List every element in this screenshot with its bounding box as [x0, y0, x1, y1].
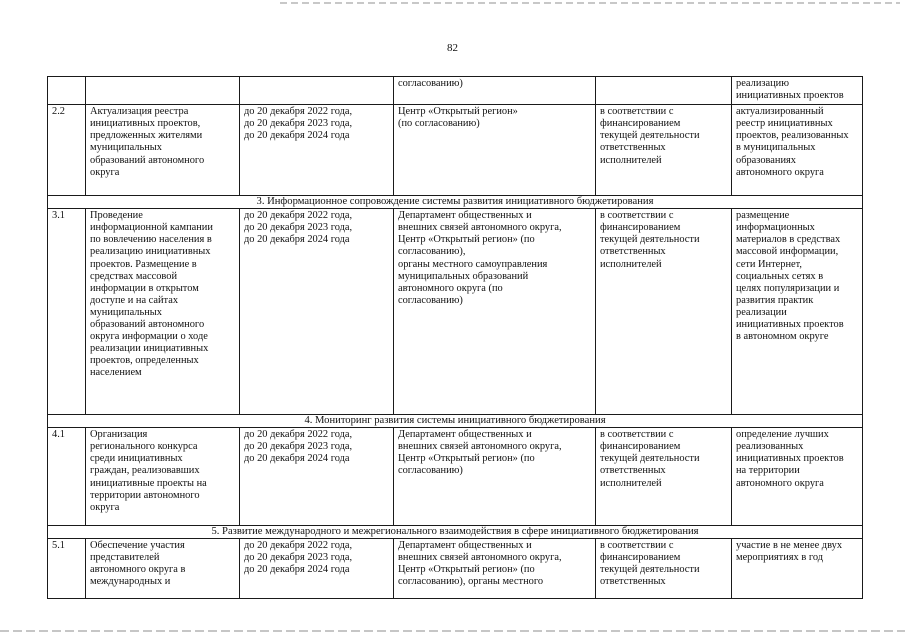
executor-line: автономного округа (по — [398, 282, 503, 294]
cell-period — [240, 105, 394, 196]
cell-executor — [394, 209, 596, 415]
event-line: Обеспечение участия — [90, 540, 185, 552]
funding-line: текущей деятельности — [600, 130, 700, 142]
period-line: до 20 декабря 2024 года — [244, 564, 350, 576]
section-title: 4. Мониторинг развития системы инициативного бюджетирования — [48, 415, 863, 428]
result-line: целях популяризации и — [736, 282, 840, 294]
executor-line: муниципальных образований — [398, 270, 529, 282]
event-line: автономного округа в — [90, 564, 186, 576]
executor-line: внешних связей автономного округа, — [398, 222, 562, 234]
result-line: реализованных — [736, 441, 804, 453]
funding-line: финансированием — [600, 222, 681, 234]
result-line: актуализированный — [736, 106, 824, 118]
cell-number: 3.1 — [48, 209, 86, 415]
result-line: определение лучших — [736, 429, 829, 441]
funding-line: в соответствии с — [600, 210, 674, 222]
event-line: Проведение — [90, 210, 143, 222]
cell-executor — [394, 77, 596, 105]
executor-line: Центр «Открытый регион» (по — [398, 453, 535, 465]
executor-line: Департамент общественных и — [398, 429, 532, 441]
table-row — [48, 77, 863, 105]
funding-line: в соответствии с — [600, 540, 674, 552]
event-line: предложенных жителями — [90, 130, 203, 142]
cell-event — [86, 428, 240, 526]
cell-period — [240, 209, 394, 415]
period-line: до 20 декабря 2022 года, — [244, 540, 353, 552]
cell-executor — [394, 539, 596, 599]
funding-line: исполнителей — [600, 154, 662, 166]
table-row — [48, 105, 863, 196]
scan-artifact-top — [280, 2, 900, 4]
section-header-row — [48, 415, 863, 428]
period-line: до 20 декабря 2024 года — [244, 453, 350, 465]
funding-line: ответственных — [600, 465, 666, 477]
result-line: образованиях — [736, 154, 797, 166]
period-line: до 20 декабря 2022 года, — [244, 429, 353, 441]
funding-line: исполнителей — [600, 258, 662, 270]
cell-event — [86, 539, 240, 599]
cell-event — [86, 105, 240, 196]
event-line: граждан, реализовавших — [90, 465, 200, 477]
result-line: информационных — [736, 222, 815, 234]
funding-line: в соответствии с — [600, 106, 674, 118]
executor-line: органы местного самоуправления — [398, 258, 548, 270]
result-line: реализации — [736, 306, 787, 318]
event-line: реализации инициативных — [90, 343, 209, 355]
executor-line: согласованию), — [398, 246, 466, 258]
scan-artifact-bottom — [0, 630, 905, 632]
period-line: до 20 декабря 2024 года — [244, 130, 350, 142]
result-line: инициативных проектов — [736, 90, 844, 102]
section-header-row — [48, 526, 863, 539]
period-line: до 20 декабря 2023 года, — [244, 552, 353, 564]
event-line: Организация — [90, 429, 148, 441]
event-line: среди инициативных — [90, 453, 183, 465]
cell-number: 5.1 — [48, 539, 86, 599]
cell-result — [732, 539, 863, 599]
funding-line: финансированием — [600, 441, 681, 453]
result-line: материалов в средствах — [736, 234, 841, 246]
executor-line: согласованию), органы местного — [398, 576, 544, 588]
event-line: международных и — [90, 576, 171, 588]
cell-funding — [596, 428, 732, 526]
event-line: проектов, определенных — [90, 355, 199, 367]
period-line: до 20 декабря 2022 года, — [244, 106, 353, 118]
cell-executor — [394, 428, 596, 526]
result-line: массовой информации, — [736, 246, 839, 258]
result-line: участие в не менее двух — [736, 540, 843, 552]
result-line: на территории — [736, 465, 800, 477]
result-line: сети Интернет, — [736, 258, 802, 270]
funding-line: финансированием — [600, 552, 681, 564]
executor-line: внешних связей автономного округа, — [398, 441, 562, 453]
event-line: образований автономного — [90, 154, 205, 166]
event-line: муниципальных — [90, 306, 162, 318]
event-line: образований автономного — [90, 319, 205, 331]
cell-period — [240, 539, 394, 599]
executor-line: внешних связей автономного округа, — [398, 552, 562, 564]
cell-funding — [596, 209, 732, 415]
cell-event — [86, 209, 240, 415]
result-line: размещение — [736, 210, 790, 222]
funding-line: текущей деятельности — [600, 564, 700, 576]
event-line: населением — [90, 367, 142, 379]
cell-result — [732, 428, 863, 526]
funding-line: финансированием — [600, 118, 681, 130]
section-title: 3. Информационное сопровождение системы развития инициативного бюджетирования — [48, 196, 863, 209]
result-line: инициативных проектов — [736, 319, 844, 331]
funding-line: текущей деятельности — [600, 234, 700, 246]
funding-line: ответственных — [600, 142, 666, 154]
event-line: Актуализация реестра — [90, 106, 189, 118]
section-title: 5. Развитие международного и межрегионального взаимодействия в сфере инициативного бюджетирования — [48, 526, 863, 539]
result-line: инициативных проектов — [736, 453, 844, 465]
cell-period — [240, 428, 394, 526]
result-line: развития практик — [736, 294, 814, 306]
event-line: проектов. Размещение в — [90, 258, 197, 270]
result-line: мероприятиях в год — [736, 552, 824, 564]
cell-period — [240, 77, 394, 105]
executor-line: Департамент общественных и — [398, 540, 532, 552]
executor-line: Центр «Открытый регион» (по — [398, 234, 535, 246]
action-plan-table — [47, 76, 863, 599]
event-line: муниципальных — [90, 142, 162, 154]
cell-number — [48, 77, 86, 105]
executor-line: согласованию) — [398, 465, 463, 477]
executor-line: согласованию) — [398, 78, 463, 89]
cell-result — [732, 209, 863, 415]
funding-line: исполнителей — [600, 477, 662, 489]
executor-line: Департамент общественных и — [398, 210, 532, 222]
cell-result — [732, 77, 863, 105]
funding-line: ответственных — [600, 576, 666, 588]
period-line: до 20 декабря 2023 года, — [244, 222, 353, 234]
cell-funding — [596, 105, 732, 196]
event-line: реализацию инициативных — [90, 246, 211, 258]
period-line: до 20 декабря 2023 года, — [244, 441, 353, 453]
table-row — [48, 539, 863, 599]
executor-line: согласованию) — [398, 294, 463, 306]
result-line: проектов, реализованных — [736, 130, 849, 142]
result-line: реализацию — [736, 78, 789, 89]
executor-line: (по согласованию) — [398, 118, 480, 130]
cell-result — [732, 105, 863, 196]
event-line: информации в открытом — [90, 282, 199, 294]
table-row — [48, 209, 863, 415]
event-line: инициативных проектов, — [90, 118, 201, 130]
event-line: регионального конкурса — [90, 441, 198, 453]
period-line: до 20 декабря 2024 года — [244, 234, 350, 246]
period-line: до 20 декабря 2022 года, — [244, 210, 353, 222]
cell-executor — [394, 105, 596, 196]
executor-line: Центр «Открытый регион» (по — [398, 564, 535, 576]
event-line: представителей — [90, 552, 160, 564]
result-line: в автономном округе — [736, 331, 829, 343]
table-row — [48, 428, 863, 526]
page-number: 82 — [447, 42, 458, 54]
event-line: доступе и на сайтах — [90, 294, 179, 306]
result-line: в муниципальных — [736, 142, 816, 154]
result-line: автономного округа — [736, 477, 824, 489]
funding-line: в соответствии с — [600, 429, 674, 441]
period-line: до 20 декабря 2023 года, — [244, 118, 353, 130]
event-line: по вовлечению населения в — [90, 234, 212, 246]
cell-funding — [596, 539, 732, 599]
cell-number: 4.1 — [48, 428, 86, 526]
funding-line: текущей деятельности — [600, 453, 700, 465]
funding-line: ответственных — [600, 246, 666, 258]
cell-number: 2.2 — [48, 105, 86, 196]
result-line: социальных сетях в — [736, 270, 824, 282]
cell-event — [86, 77, 240, 105]
event-line: территории автономного — [90, 489, 200, 501]
table-body — [48, 77, 863, 599]
event-line: округа — [90, 166, 120, 178]
cell-funding — [596, 77, 732, 105]
result-line: автономного округа — [736, 166, 824, 178]
section-header-row — [48, 196, 863, 209]
event-line: средствах массовой — [90, 270, 178, 282]
event-line: округа — [90, 501, 120, 513]
event-line: информационной кампании — [90, 222, 213, 234]
event-line: округа информации о ходе — [90, 331, 208, 343]
event-line: инициативные проекты на — [90, 477, 207, 489]
result-line: реестр инициативных — [736, 118, 833, 130]
executor-line: Центр «Открытый регион» — [398, 106, 518, 118]
